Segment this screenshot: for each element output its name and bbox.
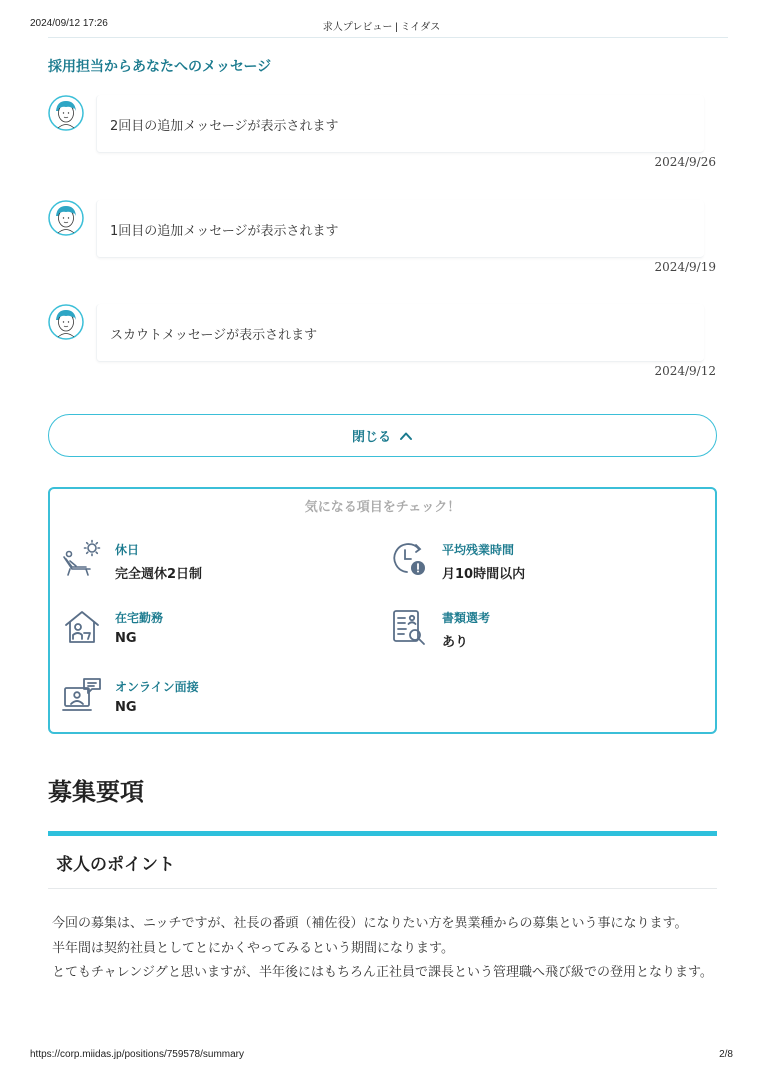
- check-item-remote-work: [62, 607, 362, 657]
- job-points-heading: 求人のポイント: [56, 855, 175, 875]
- check-box-title: 気になる項目をチェック！: [304, 500, 461, 515]
- message-text: 1回目の追加メッセージが表示されます: [110, 224, 339, 239]
- job-points-paragraph: 半年間は契約社員としてとにかくやってみるという期間になります。: [52, 940, 454, 956]
- print-page-number: 2/8: [719, 1049, 733, 1060]
- print-page-title: 求人プレビュー | ミイダス: [322, 22, 441, 33]
- message-item: [48, 304, 718, 394]
- print-header: [30, 18, 733, 34]
- message-item: [48, 200, 718, 290]
- message-date: 2024/9/26: [654, 155, 716, 169]
- check-item-document-screening: [389, 607, 689, 657]
- messages-section-title: 採用担当からあなたへのメッセージ: [48, 59, 272, 75]
- overtime-clock-icon: [389, 539, 429, 579]
- check-item-overtime: [389, 539, 689, 589]
- chevron-up-icon: [399, 429, 413, 443]
- message-date: 2024/9/19: [654, 260, 716, 274]
- check-item-label: 平均残業時間: [442, 543, 515, 557]
- check-item-value: 月10時間以内: [442, 567, 526, 582]
- remote-work-icon: [62, 607, 102, 647]
- message-bubble: [96, 200, 704, 258]
- holiday-icon: [62, 539, 102, 579]
- close-button-label: 閉じる: [351, 430, 391, 445]
- print-url: https://corp.miidas.jp/positions/759578/summary: [30, 1049, 244, 1060]
- check-items-box: [48, 487, 717, 734]
- check-item-value: 完全週休2日制: [115, 567, 203, 582]
- job-points-paragraph: とてもチャレンジグと思いますが、半年後にはもちろん正社員で課長という管理職へ飛び級での登用となります。: [52, 965, 713, 980]
- check-item-online-interview: [62, 676, 362, 726]
- recruiter-avatar-icon: [48, 200, 84, 236]
- subheading-divider: [48, 888, 717, 889]
- job-points-paragraph: 今回の募集は、ニッチですが、社長の番頭（補佐役）になりたい方を異業種からの募集という事になります。: [52, 916, 688, 931]
- check-item-value: NG: [115, 700, 137, 715]
- message-item: [48, 95, 718, 185]
- check-item-label: 在宅勤務: [115, 611, 164, 625]
- check-item-value: あり: [442, 635, 469, 650]
- heading-underline: [48, 831, 717, 836]
- check-item-holiday: [62, 539, 362, 589]
- online-interview-icon: [62, 676, 102, 716]
- message-bubble: [96, 95, 704, 153]
- job-points-text: [52, 912, 718, 986]
- message-bubble: [96, 304, 704, 362]
- header-divider: [48, 37, 728, 38]
- message-text: スカウトメッセージが表示されます: [110, 328, 318, 343]
- close-messages-button[interactable]: [48, 414, 717, 457]
- recruiter-avatar-icon: [48, 95, 84, 131]
- check-item-label: オンライン面接: [115, 680, 199, 694]
- recruiter-avatar-icon: [48, 304, 84, 340]
- check-item-value: NG: [115, 631, 137, 646]
- check-item-label: 休日: [115, 543, 140, 557]
- document-screening-icon: [389, 607, 429, 647]
- message-text: 2回目の追加メッセージが表示されます: [110, 119, 339, 134]
- check-item-label: 書類選考: [442, 611, 491, 625]
- requirements-heading: 募集要項: [48, 778, 144, 806]
- print-datetime: 2024/09/12 17:26: [30, 18, 108, 29]
- message-date: 2024/9/12: [654, 364, 716, 378]
